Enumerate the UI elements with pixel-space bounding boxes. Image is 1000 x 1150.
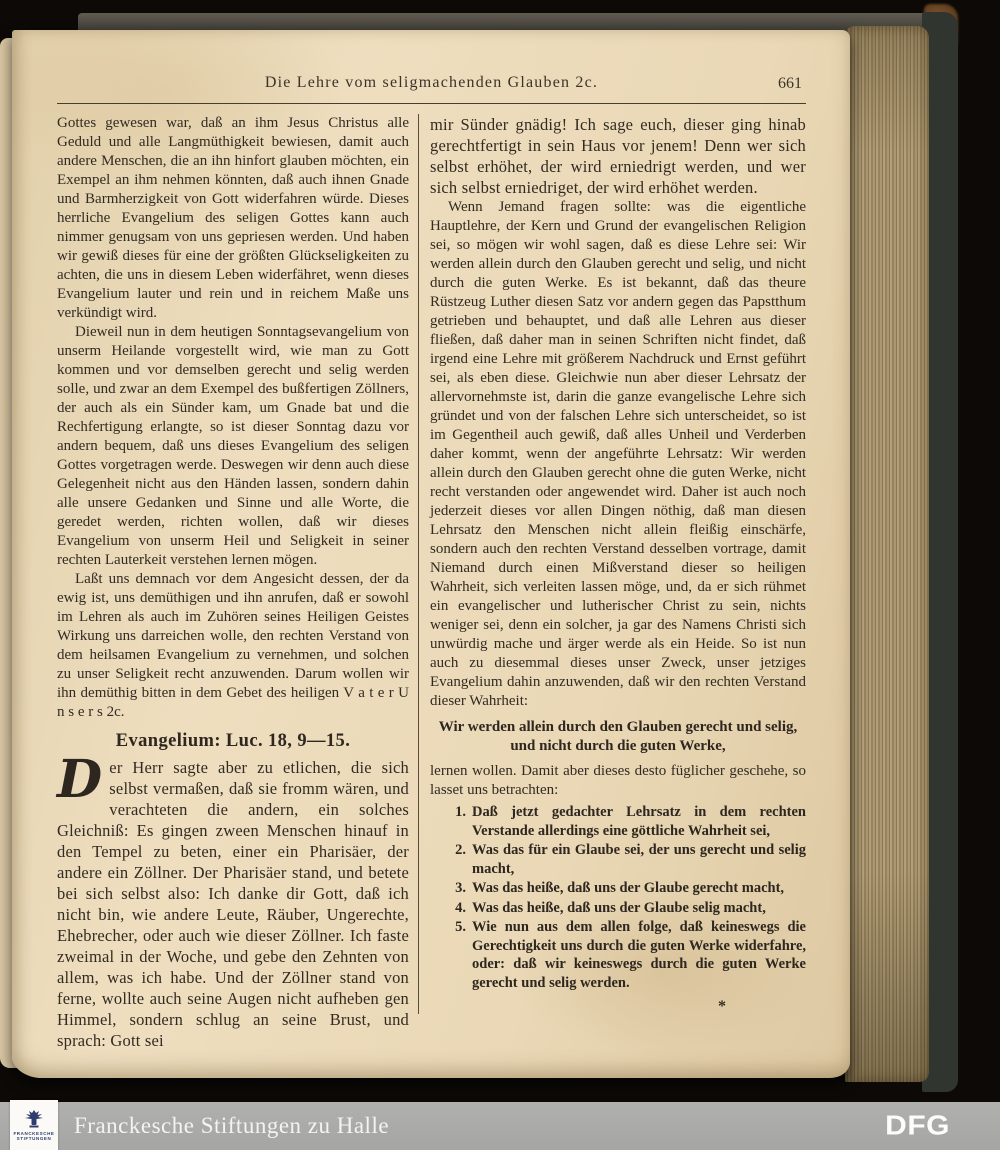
footer-bar: [0, 1102, 1000, 1150]
page-number: 661: [778, 75, 802, 92]
thesis-line: und nicht durch die guten Werke,: [510, 738, 726, 754]
francke-logo: [10, 1100, 58, 1150]
right-column: [430, 114, 806, 1051]
list-item: 4. Was das heiße, daß uns der Glaube selig macht,: [455, 899, 766, 916]
list-item: 1. Daß jetzt gedachter Lehrsatz in dem rechten Verstande allerdings eine göttliche Wahrheit sei,: [455, 804, 806, 839]
running-head-title: Die Lehre vom seligmachenden Glauben 2c.: [264, 74, 599, 91]
text-columns: [57, 114, 806, 1051]
book-fore-edge-pages: [845, 26, 929, 1082]
logo-text-line: STIFTUNGEN: [16, 1136, 52, 1141]
institution-name: Franckesche Stiftungen zu Halle: [74, 1113, 390, 1138]
header-rule: [57, 103, 806, 104]
gospel-body: er Herr sagte aber zu etlichen, die sich selbst vermaßen, daß sie fromm wären, und verachteten die andern, ein solches Gleichniß: Es gingen zween Menschen hinauf in den Tempel zu beten, einer ein Pharisäer, der andere ein Zöllner. Der Pharisäer stand, und betete bei sich selbst also: Ich danke dir Gott, daß ich nicht bin, wie andere Leute, Räuber, Ungerechte, Ehebrecher, oder auch wie dieser Zöllner. Ich faste zweimal in der Woche, und gebe den Zehnten von allem, was ich habe. Und der Zöllner stand von ferne, wollte auch seine Augen nicht aufheben gen Himmel, sondern schlug an seine Brust, und sprach: Gott sei: [57, 758, 409, 1050]
logo-text-line: FRANCKESCHE: [13, 1130, 55, 1136]
paragraph: Laßt uns demnach vor dem Angesicht dessen, der da ewig ist, uns demüthigen und ihn anrufen, daß er sowohl im Lehren als auch im Zuhören seines Heiligen Geistes Wirkung uns darreichen wolle, den rechten Verstand von dem heilsamen Evangelium zu vernehmen, und solchen zu unser Seligkeit recht anzuwenden. Darum wollen wir ihn demüthig bitten in dem Gebet des heiligen V a t e r U n s e r s 2c.: [57, 571, 409, 720]
outline-list: [430, 803, 806, 992]
thesis-line: Wir werden allein durch den Glauben gerecht und selig,: [438, 719, 798, 735]
list-item: 3. Was das heiße, daß uns der Glaube gerecht macht,: [455, 880, 785, 896]
column-divider: [418, 114, 419, 1014]
list-item: 2. Was das für ein Glaube sei, der uns gerecht und selig macht,: [455, 842, 806, 877]
paragraph: lernen wollen. Damit aber dieses desto füglicher geschehe, so lasset uns betrachten:: [430, 763, 806, 798]
left-column: [57, 114, 409, 1051]
book-page: [12, 30, 850, 1078]
dropcap-initial: D: [57, 749, 103, 810]
running-head: [57, 74, 806, 96]
dfg-logo: DFG: [885, 1110, 950, 1141]
gospel-continuation: mir Sünder gnädig! Ich sage euch, dieser ging hinab gerechtfertigt in sein Haus vor jenem! Denn wer sich selbst erhöhet, der wird erniedrigt werden, und wer sich selbst erniedriget, der wird erhöhet werden.: [430, 115, 806, 197]
francke-eagle-icon: [21, 1109, 47, 1129]
gospel-text: [57, 749, 409, 1051]
paragraph: Gottes gewesen war, daß an ihm Jesus Christus alle Geduld und alle Langmüthigkeit bewiesen, damit auch andere Menschen, die an ihn hinfort glauben möchten, ein Exempel an ihm nehmen könnten, daß auch ihnen Gnade und Barmherzigkeit von Gott widerfahren würde. Dieses herrliche Evangelium des seligen Gottes kann auch nimmer genugsam von uns gepriesen werden. Und haben wir gewiß dieses für eine der größten Glückseligkeiten zu achten, die uns in diesem Leben widerfähret, wenn dieses Evangelium lauter und rein und in reichem Maße uns verkündigt wird.: [57, 115, 409, 321]
footnote-asterisk: *: [718, 998, 726, 1015]
paragraph: Dieweil nun in dem heutigen Sonntagsevangelium von unserm Heilande vorgestellt wird, wie man zu Gott kommen und vor demselben gerecht und selig werden solle, und zwar an dem Exempel des bußfertigen Zöllners, der auch als ein Sünder kam, um Gnade bat und die Rechfertigung erlangte, so ist dieser Sonntag dazu vor andern bequem, daß uns dieses Evangelium des seligen Gottes vorgetragen werde. Deswegen wir denn auch diese Gelegenheit nicht aus den Händen lassen, sondern dahin alle unsere Gedanken und Sinne und alle Worte, die geredet werden, richten wollen, daß wir dieses Evangelium von unserm Heil und Seligkeit in seiner rechten Lauterkeit verstehen lernen mögen.: [57, 324, 409, 568]
list-item: 5. Wie nun aus dem allen folge, daß keineswegs die Gerechtigkeit uns durch die guten Werke widerfahre, oder: daß wir keineswegs durch die guten Werke gerecht und selig werden.: [455, 919, 806, 991]
gospel-heading: Evangelium: Luc. 18, 9—15.: [115, 731, 351, 751]
thesis-statement: [430, 718, 806, 756]
paragraph: Wenn Jemand fragen sollte: was die eigentliche Hauptlehre, der Kern und Grund der evangelischen Religion sei, so mögen wir wohl sagen, daß es diese Lehre sei: Wir werden allein durch den Glauben gerecht und selig, und nicht durch die guten Werke. Es ist bekannt, daß das theure Rüstzeug Luther diesen Satz vor andern gegen das Papstthum getrieben und behauptet, und daß alle Lehren aus dieser fließen, daß daher man in seinen Schriften nicht findet, daß irgend eine Lehre mit größerem Nachdruck und Ernst geführt sei, als eben diese. Gleichwie nun aber dieser Lehrsatz der allervornehmste ist, darin die ganze evangelische Lehre sich gründet und von der falschen Lehre sich unterscheidet, so ist im Gegentheil auch gewiß, daß alles Unheil und Verderben daher kommt, wenn der angeführte Lehrsatz: Wir werden allein durch den Glauben gerecht ohne die guten Werke, nicht recht verstanden oder angewendet wird. Daher ist auch noch jederzeit dieses vor allen Dingen nöthig, daß man diesen Lehrsatz den Menschen nicht allein fleißig einschärfe, sondern auch den rechten Verstand desselben vortrage, damit Niemand durch einen Mißverstand dieser so heiligen Wahrheit, sich verleiten lassen möge, und, da er sich rühmet ein evangelischer und lutherischer Christ zu sein, nichts weniger sei, denn ein solcher, ja gar des Namens Christi sich unwürdig mache und ärger werde als ein Heide. So ist nun auch zu diesemmal dieses unser Zweck, unser jetziges Evangelium dahin anzuwenden, daß wir den rechten Verstand dieser Wahrheit:: [430, 199, 806, 709]
